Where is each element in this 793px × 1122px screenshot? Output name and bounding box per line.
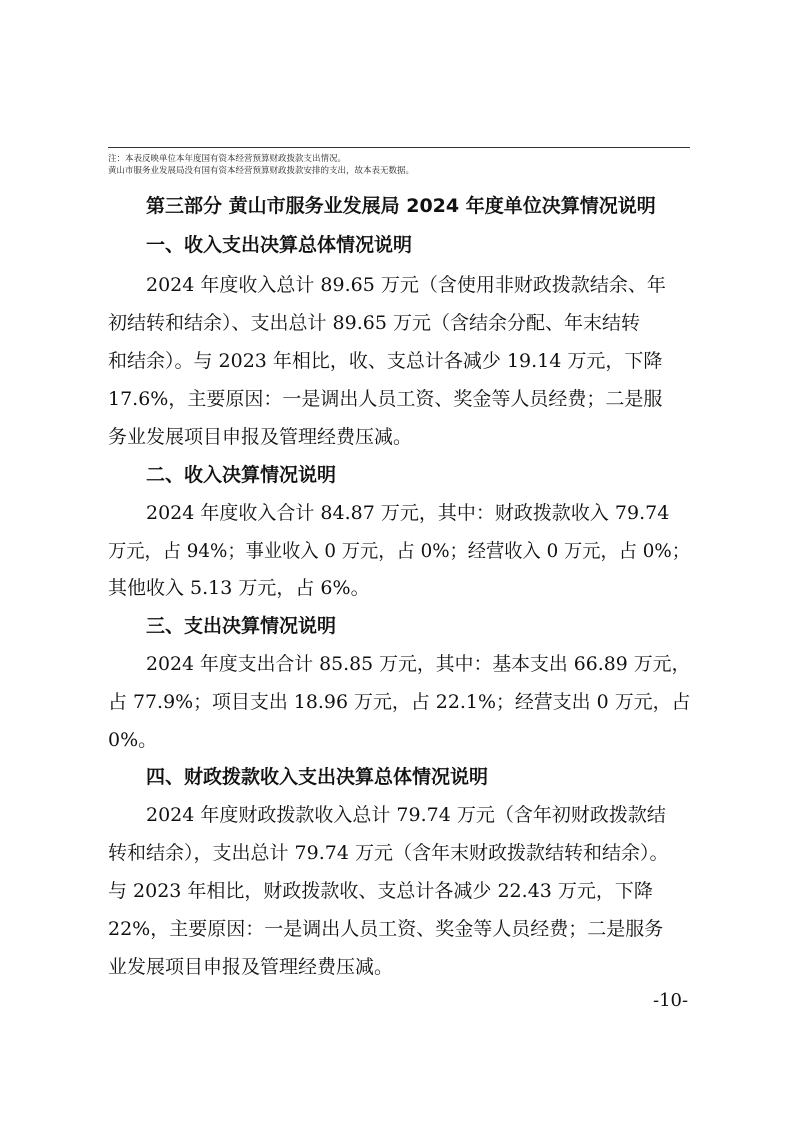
section-heading-3: 三、支出决算情况说明 (146, 615, 337, 637)
page-number: -10- (653, 990, 689, 1011)
paragraph-line: 万元，占 94%；事业收入 0 万元，占 0%；经营收入 0 万元，占 0%； (108, 540, 690, 562)
paragraph-line: 2024 年度收入总计 89.65 万元（含使用非财政拨款结余、年 (146, 274, 666, 296)
table-note-line: 注：本表反映单位本年度国有资本经营预算财政拨款支出情况。 (108, 154, 347, 164)
paragraph-line: 其他收入 5.13 万元，占 6%。 (108, 577, 370, 599)
table-bottom-rule (108, 147, 690, 148)
section-heading-1: 一、收入支出决算总体情况说明 (146, 234, 413, 256)
section-heading-4: 四、财政拨款收入支出决算总体情况说明 (146, 766, 489, 788)
paragraph-line: 占 77.9%；项目支出 18.96 万元，占 22.1%；经营支出 0 万元，占 (108, 691, 691, 713)
paragraph-line: 与 2023 年相比，财政拨款收、支总计各减少 22.43 万元，下降 (108, 880, 653, 902)
paragraph-line: 0%。 (108, 729, 158, 751)
paragraph-line: 和结余）。与 2023 年相比，收、支总计各减少 19.14 万元，下降 (108, 350, 663, 372)
paragraph-line: 22%，主要原因：一是调出人员工资、奖金等人员经费；二是服务 (108, 918, 664, 940)
paragraph-line: 17.6%，主要原因：一是调出人员工资、奖金等人员经费；二是服 (108, 388, 663, 410)
paragraph-line: 业发展项目申报及管理经费压减。 (108, 956, 394, 978)
paragraph-line: 务业发展项目申报及管理经费压减。 (108, 426, 413, 448)
part-title: 第三部分 黄山市服务业发展局 2024 年度单位决算情况说明 (146, 195, 656, 217)
paragraph-line: 转和结余），支出总计 79.74 万元（含年末财政拨款结转和结余）。 (108, 842, 669, 864)
paragraph-line: 2024 年度财政拨款收入总计 79.74 万元（含年初财政拨款结 (146, 804, 666, 826)
paragraph-line: 2024 年度收入合计 84.87 万元，其中：财政拨款收入 79.74 (146, 502, 670, 524)
section-heading-2: 二、收入决算情况说明 (146, 464, 337, 486)
paragraph-line: 2024 年度支出合计 85.85 万元，其中：基本支出 66.89 万元， (146, 653, 691, 675)
table-note-line: 黄山市服务业发展局没有国有资本经营预算财政拨款安排的支出，故本表无数据。 (108, 166, 415, 176)
paragraph-line: 初结转和结余）、支出总计 89.65 万元（含结余分配、年末结转 (108, 312, 640, 334)
